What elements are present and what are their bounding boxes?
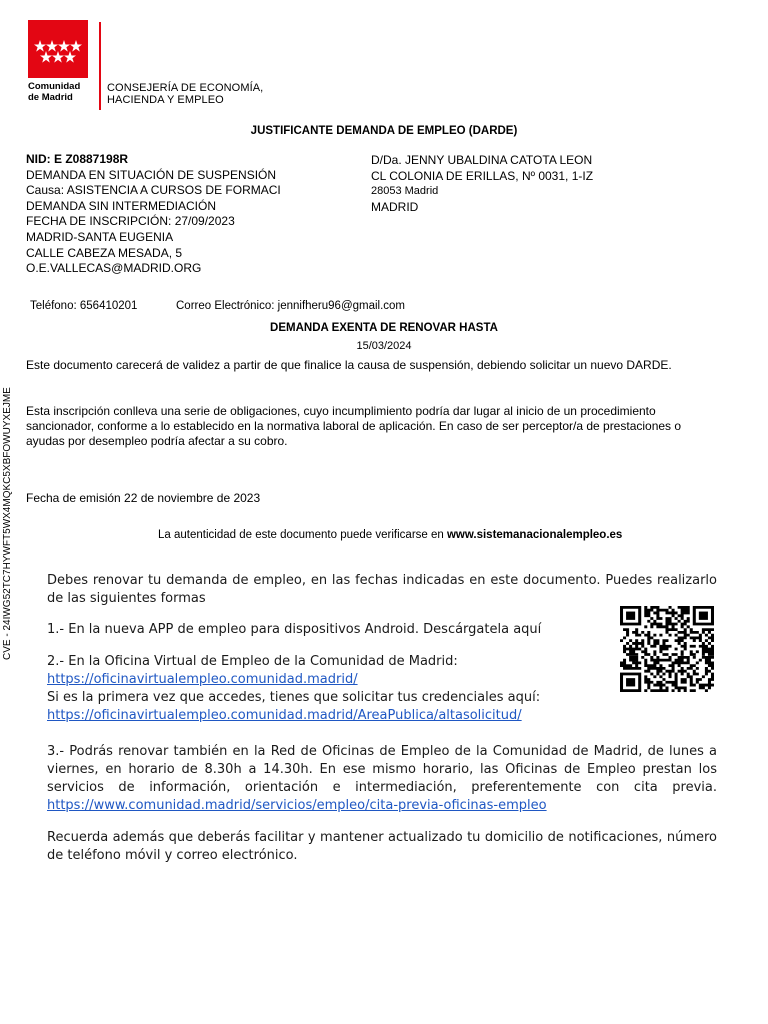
exenta-date: 15/03/2024 [356,340,412,352]
demand-info [26,152,281,277]
obligations-paragraph: Esta inscripción conlleva una serie de obligaciones, cuyo incumplimiento podría dar lugar al inicio de un procedimiento sancionador, conforme a lo establecido en la normativa laboral de aplicación. En caso de ser perceptor/a de prestaciones o ayudas por desempleo podría afectar a su cobro. [26,404,682,448]
document-title: JUSTIFICANTE DEMANDA DE EMPLEO (DARDE) [250,125,518,137]
qr-code-icon [620,606,714,692]
nid: NID: E Z0887198R [26,152,129,166]
reminder-text: Recuerda además que deberás facilitar y mantener actualizado tu domicilio de notificaciones, número de teléfono móvil y correo electrónico. [47,830,717,863]
link-credentials[interactable]: https://oficinavirtualempleo.comunidad.madrid/AreaPublica/altasolicitud/ [47,708,522,723]
recipient-address [371,153,593,215]
verification-url[interactable]: www.sistemanacionalempleo.es [446,529,623,541]
logo-divider [99,22,101,110]
credentials-text: Si es la primera vez que accedes, tienes que solicitar tus credenciales aquí: [47,690,541,705]
logo-org-name [28,82,80,103]
verification-line [158,529,622,541]
recipient-postal: 28053 Madrid [371,185,439,198]
link-cita-previa[interactable]: https://www.comunidad.madrid/servicios/empleo/cita-previa-oficinas-empleo [47,798,547,813]
issue-date: Fecha de emisión 22 de noviembre de 2023 [26,491,261,505]
offices-text: 3.- Podrás renovar también en la Red de Oficinas de Empleo de la Comunidad de Madrid, de lunes a viernes, en horario de 8.30h a 14.30h. En ese mismo horario, las Oficinas de Empleo prestan los servicios de información, orientación e intermediación, preferentemente con cita previa. [47,744,717,795]
oficina-direccion: CALLE CABEZA MESADA, 5 [26,245,183,260]
instruction-offices [47,743,717,815]
stars-icon [28,20,88,78]
email-row [176,300,405,312]
situacion: DEMANDA EN SITUACIÓN DE SUSPENSIÓN [26,167,277,182]
oficina: MADRID-SANTA EUGENIA [26,229,174,244]
logo-org-line1: Comunidad [28,81,81,92]
exenta-heading: DEMANDA EXENTA DE RENOVAR HASTA [270,322,498,334]
recipient-province: MADRID [371,199,419,214]
fecha-inscripcion: FECHA DE INSCRIPCIÓN: 27/09/2023 [26,214,235,229]
consejeria-line1: CONSEJERÍA DE ECONOMÍA, [107,82,264,94]
validity-paragraph: Este documento carecerá de validez a partir de que finalice la causa de suspensión, debiendo solicitar un nuevo DARDE. [26,358,672,372]
cve-code: CVE - 24IWG52TC7HYWFT5WX4MQKC5XBFOWUYXEJME [2,387,13,660]
consejeria-line2: HACIENDA Y EMPLEO [107,94,224,106]
email-label: Correo Electrónico: [176,300,275,312]
phone-value: 656410201 [79,300,138,312]
logo-org-line2: de Madrid [28,91,73,103]
phone-label: Teléfono: [30,300,77,312]
comunidad-madrid-logo [28,20,88,78]
phone-row [30,300,137,312]
renewal-instructions [47,572,717,865]
instruction-virtual-office: 2.- En la Oficina Virtual de Empleo de la Comunidad de Madrid: [47,654,458,669]
recipient-street: CL COLONIA DE ERILLAS, Nº 0031, 1-IZ [371,168,594,183]
qr-code[interactable] [620,606,714,692]
instructions-intro: Debes renovar tu demanda de empleo, en las fechas indicadas en este documento. Puedes realizarlo de las siguientes formas [47,573,717,606]
consejeria-name [107,82,263,106]
verification-text: La autenticidad de este documento puede verificarse en [158,529,447,541]
email-value: jennifheru96@gmail.com [277,300,406,312]
intermediacion: DEMANDA SIN INTERMEDIACIÓN [26,198,217,213]
oficina-email: O.E.VALLECAS@MADRID.ORG [26,261,202,276]
instruction-app: 1.- En la nueva APP de empleo para dispositivos Android. Descárgatela aquí [47,622,542,637]
link-virtual-office[interactable]: https://oficinavirtualempleo.comunidad.madrid/ [47,672,358,687]
causa: Causa: ASISTENCIA A CURSOS DE FORMACI [26,183,281,198]
recipient-name: D/Da. JENNY UBALDINA CATOTA LEON [371,153,593,167]
